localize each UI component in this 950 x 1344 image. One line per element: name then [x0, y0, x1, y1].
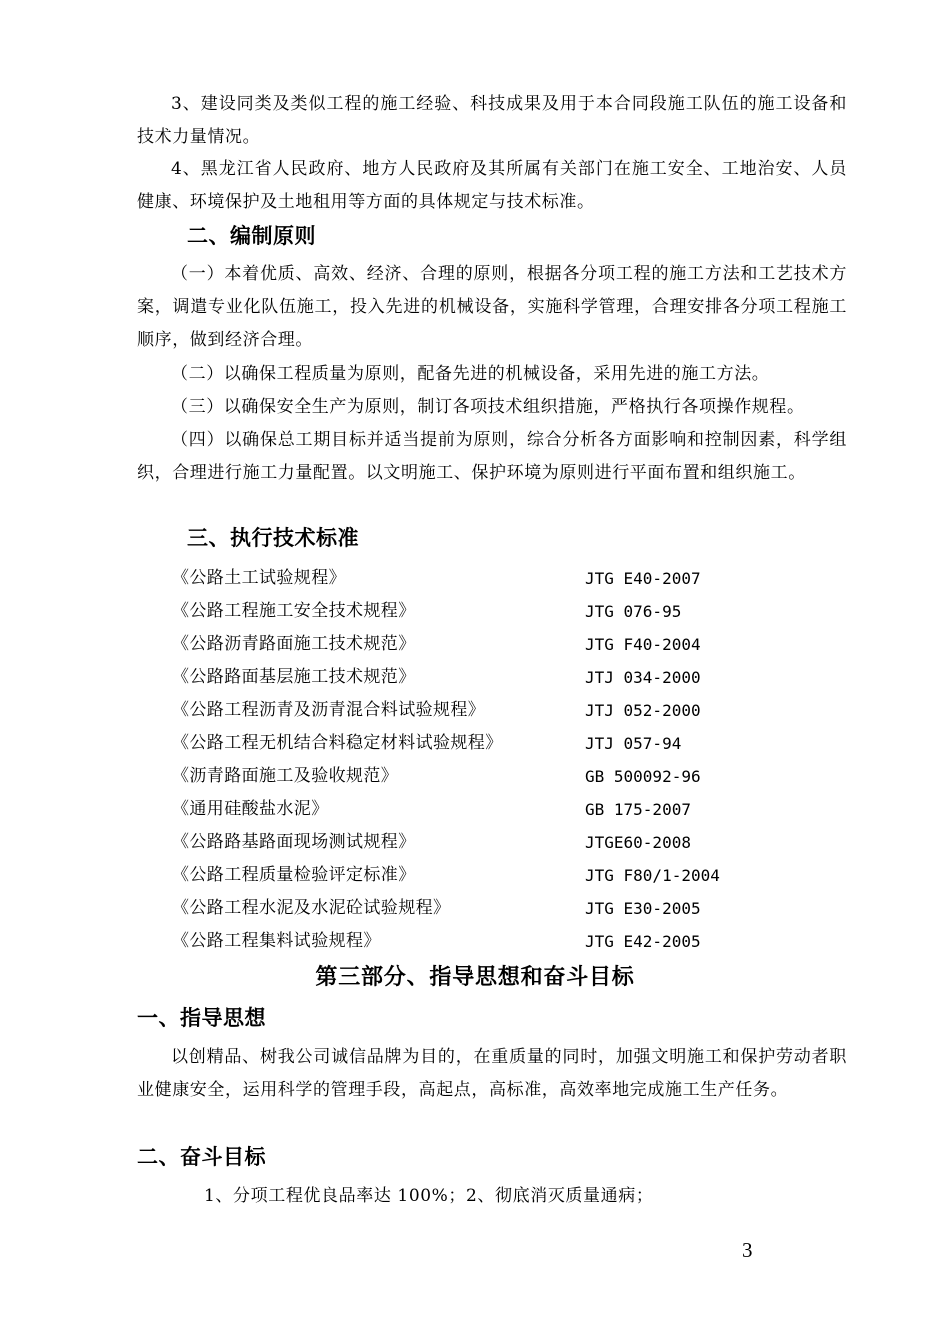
- standard-code: JTJ 052-2000: [585, 701, 701, 720]
- standard-code: JTG E30-2005: [585, 899, 701, 918]
- page-number: 3: [742, 1238, 753, 1262]
- section-heading-standards: 三、执行技术标准: [187, 526, 359, 550]
- standard-name: 《公路沥青路面施工技术规范》: [172, 634, 416, 654]
- standard-code: GB 175-2007: [585, 800, 691, 819]
- standard-code: JTJ 057-94: [585, 734, 682, 753]
- section-heading-principles: 二、编制原则: [187, 224, 316, 248]
- guiding-paragraph: 以创精品、树我公司诚信品牌为目的，在重质量的同时，加强文明施工和保护劳动者职业健康安全，运用科学的管理手段，高起点，高标准，高效率地完成施工生产任务。: [137, 1047, 847, 1100]
- section-heading-goals: 二、奋斗目标: [137, 1145, 266, 1169]
- standard-code: GB 500092-96: [585, 767, 701, 786]
- standard-row: [172, 694, 852, 727]
- standard-name: 《公路工程无机结合料稳定材料试验规程》: [172, 733, 503, 753]
- standard-code: JTG E40-2007: [585, 569, 701, 588]
- standard-row: [172, 859, 852, 892]
- standard-row: [172, 760, 852, 793]
- principle-paragraph-1: （一）本着优质、高效、经济、合理的原则，根据各分项工程的施工方法和工艺技术方案，调遣专业化队伍施工，投入先进的机械设备，实施科学管理，合理安排各分项工程施工顺序，做到经济合理。: [137, 264, 847, 350]
- standard-name: 《沥青路面施工及验收规范》: [172, 766, 399, 786]
- standard-code: JTJ 034-2000: [585, 668, 701, 687]
- part-title: 第三部分、指导思想和奋斗目标: [315, 965, 635, 990]
- standard-row: [172, 793, 852, 826]
- principle-paragraph-2: （二）以确保工程质量为原则，配备先进的机械设备，采用先进的施工方法。: [171, 364, 770, 384]
- standard-name: 《通用硅酸盐水泥》: [172, 799, 329, 819]
- standard-name: 《公路路基路面现场测试规程》: [172, 832, 416, 852]
- standard-code: JTG F40-2004: [585, 635, 701, 654]
- standard-code: JTG F80/1-2004: [585, 866, 720, 885]
- standard-row: [172, 661, 852, 694]
- basis-item-4: 4、黑龙江省人民政府、地方人民政府及其所属有关部门在施工安全、工地治安、人员健康、环境保护及土地租用等方面的具体规定与技术标准。: [137, 159, 847, 212]
- standard-row: [172, 727, 852, 760]
- principle-paragraph-3: （三）以确保安全生产为原则，制订各项技术组织措施，严格执行各项操作规程。: [171, 397, 805, 417]
- standard-row: [172, 562, 852, 595]
- standard-name: 《公路工程水泥及水泥砼试验规程》: [172, 898, 451, 918]
- standard-code: JTGE60-2008: [585, 833, 691, 852]
- standard-name: 《公路工程沥青及沥青混合料试验规程》: [172, 700, 486, 720]
- standard-row: [172, 628, 852, 661]
- standard-row: [172, 925, 852, 958]
- standard-code: JTG E42-2005: [585, 932, 701, 951]
- standard-code: JTG 076-95: [585, 602, 682, 621]
- standard-name: 《公路土工试验规程》: [172, 568, 346, 588]
- basis-item-3: 3、建设同类及类似工程的施工经验、科技成果及用于本合同段施工队伍的施工设备和技术力量情况。: [137, 94, 847, 147]
- standard-name: 《公路工程施工安全技术规程》: [172, 601, 416, 621]
- standard-row: [172, 595, 852, 628]
- section-heading-guiding: 一、指导思想: [137, 1006, 266, 1030]
- goals-paragraph: 1、分项工程优良品率达 100%；2、彻底消灭质量通病；: [204, 1186, 654, 1206]
- standard-row: [172, 826, 852, 859]
- principle-paragraph-4: （四）以确保总工期目标并适当提前为原则，综合分析各方面影响和控制因素，科学组织，合理进行施工力量配置。以文明施工、保护环境为原则进行平面布置和组织施工。: [137, 430, 847, 483]
- standard-name: 《公路工程质量检验评定标准》: [172, 865, 416, 885]
- standard-name: 《公路路面基层施工技术规范》: [172, 667, 416, 687]
- standard-row: [172, 892, 852, 925]
- standard-name: 《公路工程集料试验规程》: [172, 931, 381, 951]
